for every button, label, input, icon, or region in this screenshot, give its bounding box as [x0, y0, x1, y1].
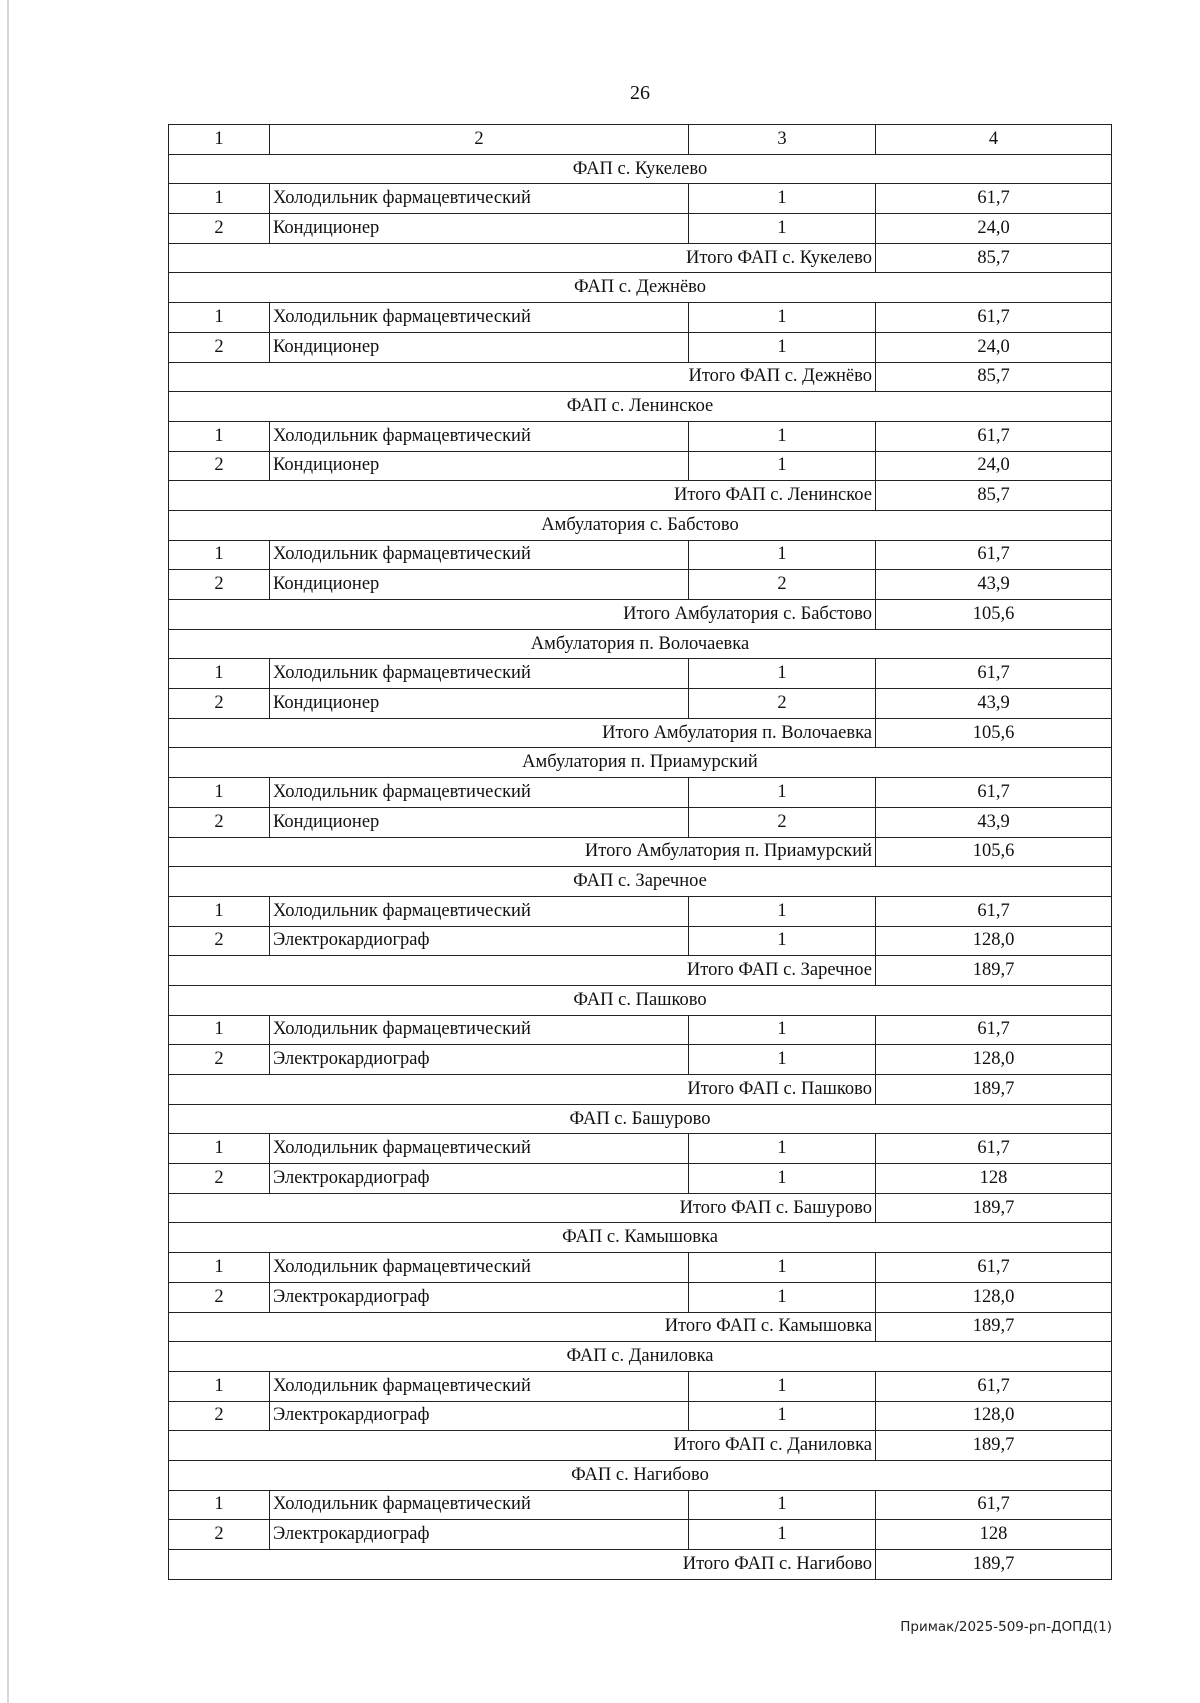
section-total-value: 189,7	[876, 1193, 1112, 1223]
item-quantity: 1	[689, 1164, 876, 1194]
row-number: 1	[169, 659, 270, 689]
row-number: 2	[169, 332, 270, 362]
section-total-label: Итого ФАП с. Пашково	[169, 1075, 876, 1105]
section-title-row	[169, 1460, 1112, 1490]
row-number: 1	[169, 1371, 270, 1401]
table-row	[169, 570, 1112, 600]
table-row	[169, 1490, 1112, 1520]
table-row	[169, 778, 1112, 808]
table-row	[169, 421, 1112, 451]
section-title: ФАП с. Дежнёво	[169, 273, 1112, 303]
item-quantity: 1	[689, 451, 876, 481]
item-sum: 24,0	[876, 332, 1112, 362]
item-sum: 128	[876, 1164, 1112, 1194]
item-sum: 24,0	[876, 214, 1112, 244]
item-name: Электрокардиограф	[270, 1045, 689, 1075]
item-quantity: 1	[689, 332, 876, 362]
row-number: 1	[169, 540, 270, 570]
item-name: Холодильник фармацевтический	[270, 778, 689, 808]
item-name: Электрокардиограф	[270, 926, 689, 956]
table-row	[169, 807, 1112, 837]
header-cell-3: 3	[689, 125, 876, 155]
section-total-row	[169, 1312, 1112, 1342]
section-total-label: Итого ФАП с. Заречное	[169, 956, 876, 986]
section-title-row	[169, 1223, 1112, 1253]
section-total-value: 105,6	[876, 837, 1112, 867]
section-total-row	[169, 718, 1112, 748]
section-title-row	[169, 629, 1112, 659]
section-title: ФАП с. Даниловка	[169, 1342, 1112, 1372]
row-number: 1	[169, 303, 270, 333]
item-sum: 128,0	[876, 1401, 1112, 1431]
table-row	[169, 1282, 1112, 1312]
section-title-row	[169, 867, 1112, 897]
section-total-value: 189,7	[876, 956, 1112, 986]
item-quantity: 1	[689, 214, 876, 244]
item-quantity: 2	[689, 807, 876, 837]
item-quantity: 1	[689, 540, 876, 570]
page-number: 26	[630, 82, 650, 104]
table-row	[169, 1520, 1112, 1550]
item-sum: 61,7	[876, 778, 1112, 808]
table-body	[169, 125, 1112, 1580]
header-row	[169, 125, 1112, 155]
section-total-label: Итого ФАП с. Ленинское	[169, 481, 876, 511]
section-title-row	[169, 1104, 1112, 1134]
item-sum: 128,0	[876, 1282, 1112, 1312]
row-number: 1	[169, 1015, 270, 1045]
section-total-row	[169, 1075, 1112, 1105]
section-total-label: Итого Амбулатория п. Волочаевка	[169, 718, 876, 748]
item-sum: 61,7	[876, 184, 1112, 214]
item-sum: 43,9	[876, 807, 1112, 837]
section-total-row	[169, 600, 1112, 630]
item-quantity: 1	[689, 184, 876, 214]
item-name: Электрокардиограф	[270, 1282, 689, 1312]
table-row	[169, 1371, 1112, 1401]
item-quantity: 2	[689, 689, 876, 719]
item-name: Холодильник фармацевтический	[270, 540, 689, 570]
item-quantity: 1	[689, 303, 876, 333]
item-quantity: 1	[689, 1253, 876, 1283]
row-number: 1	[169, 184, 270, 214]
section-title: ФАП с. Ленинское	[169, 392, 1112, 422]
item-quantity: 1	[689, 1371, 876, 1401]
item-sum: 128	[876, 1520, 1112, 1550]
section-total-label: Итого ФАП с. Даниловка	[169, 1431, 876, 1461]
item-sum: 24,0	[876, 451, 1112, 481]
section-title-row	[169, 154, 1112, 184]
section-total-row	[169, 1431, 1112, 1461]
section-total-label: Итого ФАП с. Камышовка	[169, 1312, 876, 1342]
item-sum: 61,7	[876, 896, 1112, 926]
item-name: Кондиционер	[270, 807, 689, 837]
item-name: Кондиционер	[270, 570, 689, 600]
section-title-row	[169, 392, 1112, 422]
item-name: Электрокардиограф	[270, 1164, 689, 1194]
item-name: Кондиционер	[270, 689, 689, 719]
section-total-row	[169, 1550, 1112, 1580]
section-total-value: 105,6	[876, 600, 1112, 630]
item-quantity: 1	[689, 1134, 876, 1164]
section-title: Амбулатория п. Волочаевка	[169, 629, 1112, 659]
section-total-label: Итого Амбулатория с. Бабстово	[169, 600, 876, 630]
table-row	[169, 451, 1112, 481]
item-sum: 61,7	[876, 540, 1112, 570]
item-quantity: 1	[689, 1520, 876, 1550]
item-sum: 61,7	[876, 421, 1112, 451]
row-number: 2	[169, 451, 270, 481]
section-total-value: 189,7	[876, 1550, 1112, 1580]
section-total-row	[169, 837, 1112, 867]
equipment-table	[168, 124, 1112, 1580]
section-title-row	[169, 985, 1112, 1015]
table-row	[169, 926, 1112, 956]
header-cell-1: 1	[169, 125, 270, 155]
row-number: 2	[169, 1164, 270, 1194]
item-sum: 61,7	[876, 1371, 1112, 1401]
section-total-row	[169, 243, 1112, 273]
table-row	[169, 1401, 1112, 1431]
row-number: 1	[169, 1253, 270, 1283]
section-total-value: 189,7	[876, 1312, 1112, 1342]
row-number: 1	[169, 896, 270, 926]
row-number: 1	[169, 421, 270, 451]
row-number: 2	[169, 1520, 270, 1550]
item-quantity: 1	[689, 1045, 876, 1075]
row-number: 2	[169, 214, 270, 244]
item-quantity: 1	[689, 1401, 876, 1431]
item-quantity: 1	[689, 659, 876, 689]
item-sum: 61,7	[876, 1134, 1112, 1164]
item-sum: 61,7	[876, 1015, 1112, 1045]
item-sum: 43,9	[876, 689, 1112, 719]
table-row	[169, 303, 1112, 333]
section-total-row	[169, 956, 1112, 986]
row-number: 2	[169, 1282, 270, 1312]
item-quantity: 1	[689, 1490, 876, 1520]
table-row	[169, 184, 1112, 214]
row-number: 2	[169, 1401, 270, 1431]
row-number: 2	[169, 570, 270, 600]
section-total-row	[169, 362, 1112, 392]
section-title: ФАП с. Камышовка	[169, 1223, 1112, 1253]
section-total-row	[169, 481, 1112, 511]
section-title: Амбулатория с. Бабстово	[169, 510, 1112, 540]
row-number: 1	[169, 778, 270, 808]
table-row	[169, 332, 1112, 362]
table-row	[169, 540, 1112, 570]
item-name: Холодильник фармацевтический	[270, 896, 689, 926]
table-row	[169, 689, 1112, 719]
section-total-label: Итого Амбулатория п. Приамурский	[169, 837, 876, 867]
section-title: ФАП с. Заречное	[169, 867, 1112, 897]
item-name: Кондиционер	[270, 451, 689, 481]
section-title-row	[169, 748, 1112, 778]
section-total-value: 85,7	[876, 362, 1112, 392]
document-code: Примак/2025-509-рп-ДОПД(1)	[900, 1619, 1112, 1635]
item-name: Холодильник фармацевтический	[270, 1490, 689, 1520]
row-number: 1	[169, 1490, 270, 1520]
item-sum: 128,0	[876, 926, 1112, 956]
section-total-label: Итого ФАП с. Дежнёво	[169, 362, 876, 392]
row-number: 2	[169, 689, 270, 719]
item-name: Холодильник фармацевтический	[270, 421, 689, 451]
section-total-label: Итого ФАП с. Башурово	[169, 1193, 876, 1223]
item-quantity: 1	[689, 1282, 876, 1312]
table-row	[169, 659, 1112, 689]
item-quantity: 1	[689, 926, 876, 956]
item-name: Холодильник фармацевтический	[270, 1371, 689, 1401]
table-row	[169, 1164, 1112, 1194]
item-sum: 61,7	[876, 303, 1112, 333]
section-title: ФАП с. Кукелево	[169, 154, 1112, 184]
row-number: 2	[169, 807, 270, 837]
item-quantity: 1	[689, 896, 876, 926]
section-title-row	[169, 1342, 1112, 1372]
table-row	[169, 1015, 1112, 1045]
row-number: 2	[169, 1045, 270, 1075]
section-total-value: 189,7	[876, 1431, 1112, 1461]
header-cell-2: 2	[270, 125, 689, 155]
item-name: Холодильник фармацевтический	[270, 1253, 689, 1283]
section-title: ФАП с. Пашково	[169, 985, 1112, 1015]
item-name: Электрокардиограф	[270, 1401, 689, 1431]
item-name: Холодильник фармацевтический	[270, 659, 689, 689]
section-title-row	[169, 510, 1112, 540]
section-total-label: Итого ФАП с. Нагибово	[169, 1550, 876, 1580]
item-sum: 61,7	[876, 1253, 1112, 1283]
item-name: Кондиционер	[270, 332, 689, 362]
row-number: 1	[169, 1134, 270, 1164]
section-total-value: 105,6	[876, 718, 1112, 748]
item-quantity: 2	[689, 570, 876, 600]
item-sum: 61,7	[876, 1490, 1112, 1520]
item-quantity: 1	[689, 421, 876, 451]
table-row	[169, 896, 1112, 926]
table-row	[169, 1253, 1112, 1283]
section-total-row	[169, 1193, 1112, 1223]
section-total-label: Итого ФАП с. Кукелево	[169, 243, 876, 273]
section-total-value: 189,7	[876, 1075, 1112, 1105]
item-quantity: 1	[689, 778, 876, 808]
scan-edge-line	[7, 0, 9, 1703]
item-name: Холодильник фармацевтический	[270, 303, 689, 333]
item-name: Электрокардиограф	[270, 1520, 689, 1550]
item-sum: 128,0	[876, 1045, 1112, 1075]
table-row	[169, 214, 1112, 244]
section-title: Амбулатория п. Приамурский	[169, 748, 1112, 778]
section-title-row	[169, 273, 1112, 303]
section-total-value: 85,7	[876, 481, 1112, 511]
table-row	[169, 1045, 1112, 1075]
item-name: Холодильник фармацевтический	[270, 1015, 689, 1045]
item-quantity: 1	[689, 1015, 876, 1045]
table-row	[169, 1134, 1112, 1164]
row-number: 2	[169, 926, 270, 956]
item-sum: 61,7	[876, 659, 1112, 689]
item-name: Холодильник фармацевтический	[270, 184, 689, 214]
item-name: Кондиционер	[270, 214, 689, 244]
section-title: ФАП с. Башурово	[169, 1104, 1112, 1134]
section-title: ФАП с. Нагибово	[169, 1460, 1112, 1490]
item-name: Холодильник фармацевтический	[270, 1134, 689, 1164]
item-sum: 43,9	[876, 570, 1112, 600]
header-cell-4: 4	[876, 125, 1112, 155]
section-total-value: 85,7	[876, 243, 1112, 273]
